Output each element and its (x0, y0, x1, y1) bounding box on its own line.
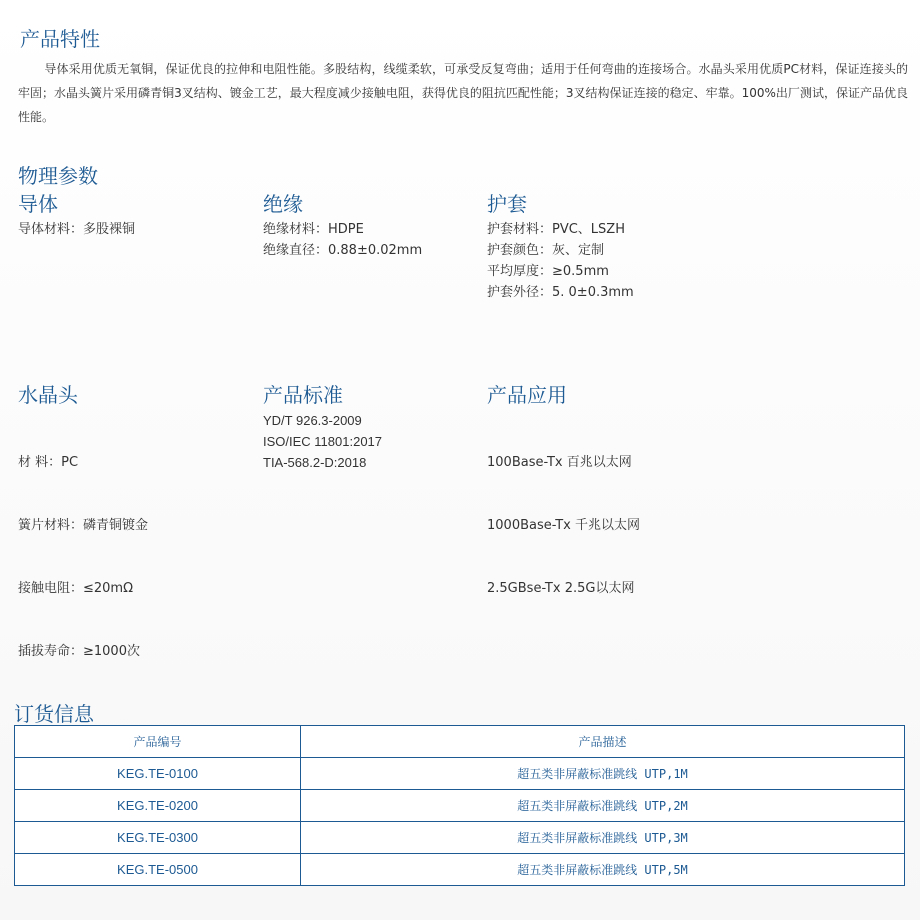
insulation-title: 绝缘 (263, 192, 303, 216)
standard-item: ISO/IEC 11801:2017 (263, 434, 383, 449)
product-code-cell: KEG.TE-0100 (15, 758, 301, 790)
product-description-cell: 超五类非屏蔽标准跳线 UTP,5M (301, 854, 905, 886)
ordering-title: 订货信息 (14, 702, 94, 726)
insulation-material: 绝缘材料：HDPE (263, 222, 364, 237)
features-paragraph: 导体采用优质无氧铜，保证优良的拉伸和电阻性能。多股结构，线缆柔软，可承受反复弯曲；适用于任何弯曲的连接场合。水晶头采用优质PC材料，保证连接头的牢固；水晶头簧片采用磷青铜3叉结构、镀金工艺，最大程度减少接触电阻，获得优良的阻抗匹配性能；3叉结构保证连接的稳定、牢靠。100%出厂测试，保证产品优良性能。 (18, 62, 908, 124)
standard-item: YD/T 926.3-2009 (263, 413, 362, 428)
insulation-list (263, 219, 422, 261)
jacket-material: 护套材料：PVC、LSZH (487, 222, 625, 237)
standard-item: TIA-568.2-D:2018 (263, 455, 367, 470)
plug-material: 材 料：PC (18, 455, 79, 470)
header-product-code: 产品编号 (15, 726, 301, 758)
applications-list (487, 410, 640, 641)
applications-title: 产品应用 (487, 383, 567, 407)
plug-contact-resistance: 接触电阻：≤20mΩ (18, 581, 134, 596)
plug-title: 水晶头 (18, 383, 78, 407)
standards-title: 产品标准 (263, 383, 343, 407)
product-code-cell: KEG.TE-0500 (15, 854, 301, 886)
plug-insertion-life: 插拔寿命：≥1000次 (18, 644, 140, 659)
features-title: 产品特性 (20, 27, 100, 51)
application-item: 1000Base-Tx 千兆以太网 (487, 518, 641, 533)
conductor-list (18, 219, 135, 240)
jacket-title: 护套 (487, 192, 527, 216)
jacket-outer-diameter: 护套外径：5. 0±0.3mm (487, 285, 634, 300)
plug-list (18, 410, 148, 704)
table-row (15, 790, 905, 822)
product-description-cell: 超五类非屏蔽标准跳线 UTP,1M (301, 758, 905, 790)
standards-list (263, 410, 382, 473)
table-row (15, 758, 905, 790)
product-code-cell: KEG.TE-0300 (15, 822, 301, 854)
ordering-table (14, 725, 905, 886)
jacket-list (487, 219, 634, 303)
product-code-cell: KEG.TE-0200 (15, 790, 301, 822)
jacket-thickness: 平均厚度：≥0.5mm (487, 264, 609, 279)
physical-params-title: 物理参数 (18, 164, 98, 188)
application-item: 100Base-Tx 百兆以太网 (487, 455, 632, 470)
conductor-title: 导体 (18, 192, 58, 216)
conductor-material: 导体材料：多股裸铜 (18, 222, 136, 237)
header-product-description: 产品描述 (301, 726, 905, 758)
product-description-cell: 超五类非屏蔽标准跳线 UTP,3M (301, 822, 905, 854)
jacket-color: 护套颜色：灰、定制 (487, 243, 605, 258)
plug-contact-material: 簧片材料：磷青铜镀金 (18, 518, 149, 533)
table-row (15, 822, 905, 854)
table-row (15, 854, 905, 886)
table-header-row (15, 726, 905, 758)
insulation-diameter: 绝缘直径：0.88±0.02mm (263, 243, 423, 258)
product-description-cell: 超五类非屏蔽标准跳线 UTP,2M (301, 790, 905, 822)
application-item: 2.5GBse-Tx 2.5G以太网 (487, 581, 635, 596)
